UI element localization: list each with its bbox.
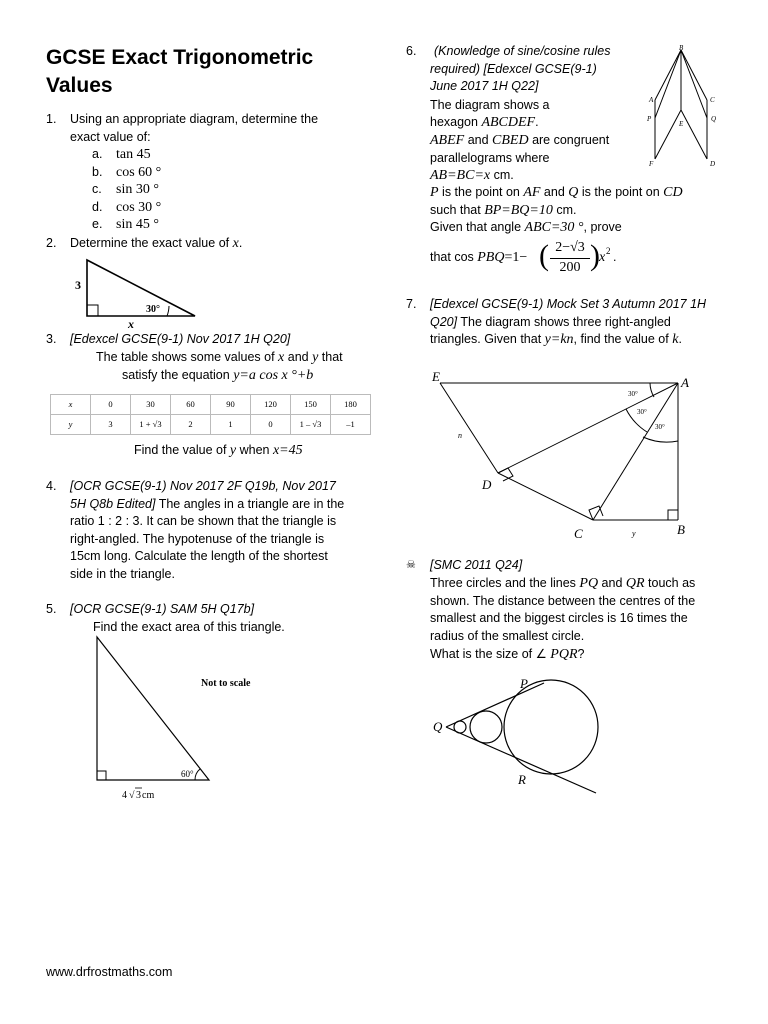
q1-part-b: [92, 164, 162, 182]
part-expression: cos 30 °: [116, 200, 162, 215]
q6-line-4: parallelograms where: [430, 151, 550, 165]
q6-line-5: AB=BC=x cm.: [430, 168, 514, 183]
part-letter: c.: [92, 182, 102, 196]
part-letter: a.: [92, 147, 103, 161]
svg-text:30°: 30°: [637, 408, 647, 416]
table-row: y 3 1 + √3 2 1 0 1 – √3 –1: [51, 415, 371, 435]
part-expression: sin 30 °: [116, 182, 159, 197]
q8-line-3: smallest and the biggest circles is 16 times the: [430, 611, 688, 625]
q6-hexagon-diagram: [643, 44, 725, 172]
q6-line-2: hexagon ABCDEF.: [430, 115, 539, 130]
q6-proof-line: that cos PBQ=1− ( 2−√3 200 ) x 2 .: [430, 239, 617, 275]
question-6: [406, 43, 626, 96]
question-source: [OCR GCSE(9-1) SAM 5H Q17b]: [70, 602, 255, 616]
svg-text:D: D: [710, 160, 716, 168]
svg-text:30°: 30°: [655, 423, 665, 431]
root-sign: √: [129, 790, 135, 801]
base-root: 3: [136, 790, 141, 801]
q1-part-c: [92, 181, 159, 199]
question-8: [406, 557, 716, 575]
question-text: Determine the exact value of x.: [70, 236, 243, 251]
page-title: GCSE Exact Trigonometric Values: [46, 46, 314, 97]
side-label: 3: [75, 278, 81, 292]
q6-line-3: ABEF and CBED are congruent: [430, 133, 610, 148]
part-letter: e.: [92, 217, 103, 231]
footer-website[interactable]: www.drfrostmaths.com: [46, 965, 173, 979]
q1-part-e: [92, 216, 159, 234]
fraction-numerator: 2−√3: [555, 240, 585, 255]
angle-label: 60°: [181, 769, 194, 779]
question-number: 7.: [406, 297, 417, 311]
svg-text:A: A: [681, 375, 689, 390]
svg-text:P: P: [520, 676, 528, 691]
question-7: [406, 296, 716, 331]
table-row: x 0 30 60 90 120 150 180: [51, 395, 371, 415]
question-text: Using an appropriate diagram, determine the exact value of:: [70, 112, 319, 144]
q1-part-a: [92, 146, 151, 164]
question-text: The diagram shows three right-angled: [457, 314, 671, 329]
question-text: The angles in a triangle are in the ratio 1 : 2 : 3. It can be shown that the triangle is right-angled. The hypotenuse of the triangle is 15cm long. Calculate the length of the shortest side in the triangle.: [70, 496, 345, 581]
question-4: [46, 478, 352, 583]
svg-text:n: n: [458, 431, 462, 440]
q3-values-table: [50, 394, 371, 435]
question-number: ☠: [406, 559, 416, 571]
q8-line-5: What is the size of ∠ PQR?: [430, 647, 585, 662]
svg-text:E: E: [679, 120, 684, 128]
q3-line-2: satisfy the equation y=a cos x °+b: [122, 368, 314, 383]
svg-text:Q: Q: [711, 115, 717, 123]
part-expression: tan 45: [116, 147, 151, 162]
svg-text:30°: 30°: [628, 390, 638, 398]
svg-text:B: B: [679, 44, 684, 52]
q8-line-1: Three circles and the lines PQ and QR touch as: [430, 576, 696, 591]
q8-line-4: radius of the smallest circle.: [430, 629, 585, 643]
q3-find: Find the value of y when x=45: [134, 443, 303, 458]
svg-text:D: D: [482, 477, 492, 492]
question-5: [46, 601, 352, 619]
question-source: (Knowledge of sine/cosine rules required) [Edexcel GCSE(9-1) June 2017 1H Q22]: [430, 44, 611, 93]
q5-text: Find the exact area of this triangle.: [93, 620, 285, 634]
q6-line-1: The diagram shows a: [430, 98, 550, 112]
question-number: 4.: [46, 479, 57, 493]
q8-line-2: shown. The distance between the centres of the: [430, 594, 696, 608]
part-letter: d.: [92, 200, 103, 214]
question-number: 2.: [46, 236, 57, 250]
svg-text:P: P: [647, 115, 652, 123]
question-2: [46, 235, 366, 253]
q8-circles-diagram: [428, 670, 613, 800]
svg-text:C: C: [710, 96, 715, 104]
question-number: 6.: [406, 44, 417, 58]
svg-text:R: R: [518, 772, 526, 787]
q3-line-1: The table shows some values of x and y that: [96, 350, 343, 365]
svg-text:C: C: [574, 526, 583, 541]
q1-part-d: [92, 199, 162, 217]
part-letter: b.: [92, 165, 103, 179]
question-number: 3.: [46, 332, 57, 346]
angle-label: 30°: [146, 304, 160, 315]
question-number: 1.: [46, 112, 57, 126]
base-label: x: [128, 317, 134, 330]
svg-text:E: E: [432, 369, 440, 384]
q7-line-2: triangles. Given that y=kn, find the value of k.: [430, 332, 682, 347]
q6-line-8: Given that angle ABC=30 °, prove: [430, 220, 622, 235]
part-expression: cos 60 °: [116, 165, 162, 180]
q6-line-6: P is the point on AF and Q is the point on CD: [430, 185, 683, 200]
q7-triangles-diagram: [428, 366, 708, 546]
svg-text:Q: Q: [433, 719, 443, 734]
base-unit: cm: [142, 790, 155, 801]
not-to-scale-label: Not to scale: [201, 678, 251, 689]
base-coefficient: 4: [122, 790, 127, 801]
question-3: [46, 331, 366, 349]
svg-text:y: y: [632, 529, 636, 538]
question-source: [OCR GCSE(9-1) Nov 2017 2F Q19b, Nov 2017 5H Q8b Edited]: [70, 479, 336, 511]
svg-text:F: F: [649, 160, 654, 168]
question-source: [SMC 2011 Q24]: [430, 558, 523, 572]
q5-triangle-diagram: [85, 630, 285, 805]
question-number: 5.: [46, 602, 57, 616]
question-source: [Edexcel GCSE(9-1) Nov 2017 1H Q20]: [70, 332, 291, 346]
question-source: [Edexcel GCSE(9-1) Mock Set 3 Autumn 2017 1H Q20]: [430, 297, 707, 329]
part-expression: sin 45 °: [116, 217, 159, 232]
svg-text:A: A: [649, 96, 654, 104]
fraction-denominator: 200: [559, 260, 581, 275]
question-1: [46, 111, 346, 146]
svg-text:B: B: [677, 522, 685, 537]
q6-line-7: such that BP=BQ=10 cm.: [430, 203, 577, 218]
q2-triangle-diagram: [70, 255, 210, 330]
